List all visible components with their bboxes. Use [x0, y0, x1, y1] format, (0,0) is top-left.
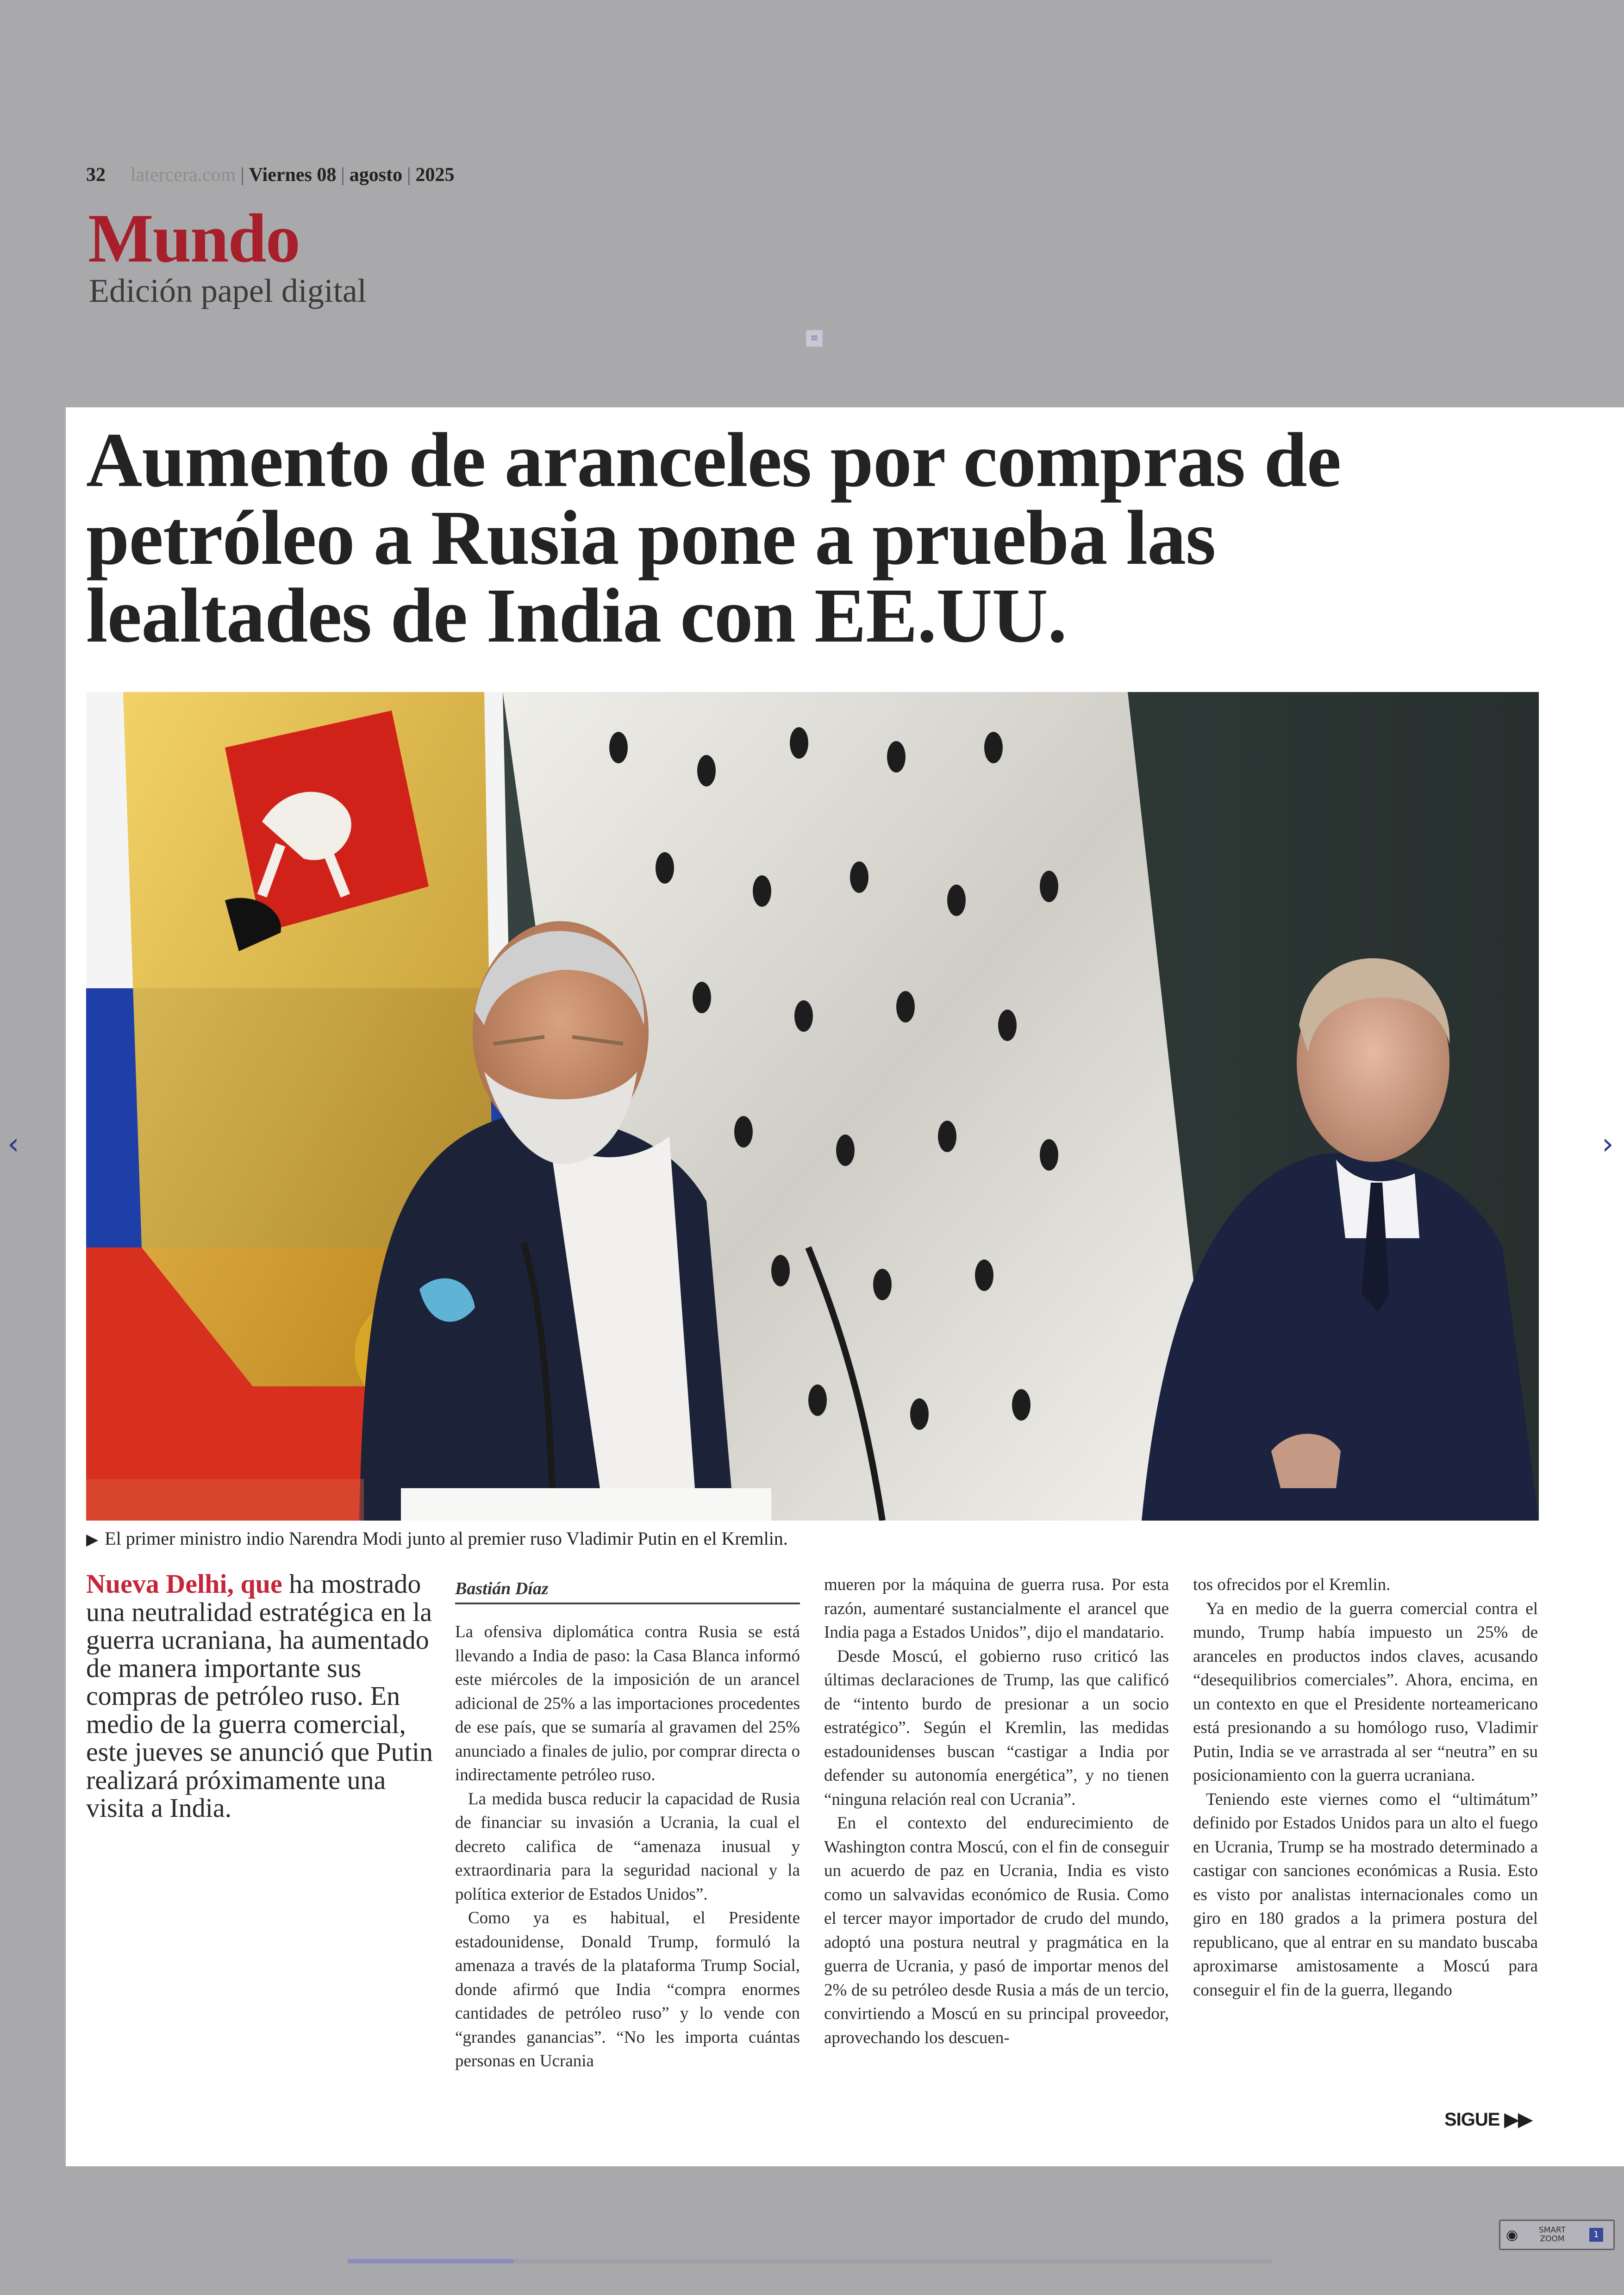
paragraph: Teniendo este viernes como el “ultimátum” definido por Estados Unidos para un alto el fuego en Ucrania, Trump se ha mostrado determinado a castigar con sanciones económicas a Rusia. Esto es visto por analistas internacionales como un giro en 180 grados a la primera postura del republicano, que al entrar en su mandato buscaba aproximarse amistosamente a Moscú para conseguir el fin de la guerra, llegando	[1193, 1790, 1538, 2000]
photo-caption	[86, 1528, 1539, 1549]
paragraph: La medida busca reducir la capacidad de Rusia de financiar su invasión a Ucrania, la cual el decreto califica de “amenaza inusual y extraordinaria para la seguridad nacional y la política exterior de Estados Unidos”.	[455, 1789, 800, 1904]
site-name: latercera.com	[131, 164, 236, 186]
caption-arrow-icon: ▶	[86, 1530, 99, 1549]
smart-zoom-label: SMART ZOOM	[1538, 2226, 1566, 2244]
paragraph: Como ya es habitual, el Presidente estadounidense, Donald Trump, formuló la amenaza a través de la plataforma Trump Social, donde afirmó que India “compra enormes cantidades de petróleo ruso” y lo vende con “grandes ganancias”. “No les importa cuántas personas en Ucrania	[455, 1908, 800, 2070]
paragraph: mueren por la máquina de guerra rusa. Por esta razón, aumentaré sustancialmente el arancel que India paga a Estados Unidos”, dijo el mandatario.	[824, 1575, 1169, 1642]
paragraph: En el contexto del endurecimiento de Washington contra Moscú, con el fin de conseguir un acuerdo de paz en Ucrania, India es visto como un salvavidas económico de Rusia. Como el tercer mayor importador de crudo del mundo, adoptó una postura neutral y pragmática en la guerra de Ucrania, y pasó de importar menos del 2% de su petróleo desde Rusia a más de un tercio, convirtiendo a Moscú en su principal proveedor, aprovechando los descuen-	[824, 1814, 1169, 2047]
body-column-3	[1193, 1573, 1538, 2114]
dateline: 32 latercera.com | Viernes 08 | agosto | 2025	[86, 164, 455, 186]
section-title: Mundo	[88, 200, 300, 277]
article-headline: Aumento de aranceles por compras de petróleo a Rusia pone a prueba las lealtades de India con EE.UU.	[86, 417, 1341, 659]
issue-year: 2025	[415, 164, 455, 186]
paragraph: Desde Moscú, el gobierno ruso criticó las últimas declaraciones de Trump, las que calificó de “intento burdo de presionar a un socio estratégico”. Según el Kremlin, las medidas estadounidenses buscan “castigar a India por defender su autonomía energética”, y no tienen “ninguna relación real con Ucrania”.	[824, 1646, 1169, 1809]
caption-text: El primer ministro indio Narendra Modi junto al premier ruso Vladimir Putin en el Kremlin.	[105, 1528, 788, 1549]
issue-month: agosto	[349, 164, 403, 186]
byline: Bastián Díaz	[455, 1578, 800, 1604]
lede-text: ha mostrado una neutralidad estratégica en la guerra ucraniana, ha aumentado de manera importante sus compras de petróleo ruso. En medio de la guerra comercial, este jueves se anunció que Putin realizará próximamente una visita a India.	[86, 1569, 433, 1823]
page-progress-fill	[347, 2259, 514, 2264]
body-column-1	[455, 1620, 800, 2129]
article-photo	[86, 692, 1539, 1521]
page-marker-icon[interactable]: ≡	[806, 330, 823, 347]
chevron-right-icon[interactable]: ›	[1602, 1127, 1614, 1161]
eye-icon: ◉	[1506, 2226, 1518, 2243]
lede-kicker: Nueva Delhi, que	[86, 1569, 282, 1599]
article-lede	[86, 1570, 438, 1822]
section-subtitle: Edición papel digital	[89, 272, 367, 309]
paragraph: La ofensiva diplomática contra Rusia se está llevando a India de paso: la Casa Blanca informó este miércoles de la imposición de un arancel adicional de 25% a las importaciones procedentes de ese país, que se sumaría al gravamen del 25% anunciado a finales de julio, por comprar directa o indirectamente petróleo ruso.	[455, 1622, 800, 1784]
body-column-2	[824, 1573, 1169, 2133]
paragraph: tos ofrecidos por el Kremlin.	[1193, 1575, 1391, 1594]
continue-label[interactable]: SIGUE ▶▶	[1444, 2109, 1532, 2130]
smart-zoom-button[interactable]	[1499, 2220, 1615, 2250]
zoom-toggle[interactable]: 1	[1589, 2228, 1603, 2242]
paragraph: Ya en medio de la guerra comercial contra el mundo, Trump había impuesto un 25% de aranceles en productos indos claves, acusando “desequilibrios comerciales”. Ahora, encima, en un contexto en que el Presidente norteamericano está presionando a su homólogo ruso, Vladimir Putin, India se ve arrastrada al ser “neutra” en su posicionamiento con la guerra ucraniana.	[1193, 1599, 1538, 1785]
page-number: 32	[86, 164, 106, 186]
chevron-left-icon[interactable]: ‹	[7, 1127, 19, 1161]
photo-illustration	[86, 692, 1539, 1521]
issue-day: Viernes 08	[249, 164, 337, 186]
page-progress-bar[interactable]	[347, 2259, 1273, 2264]
